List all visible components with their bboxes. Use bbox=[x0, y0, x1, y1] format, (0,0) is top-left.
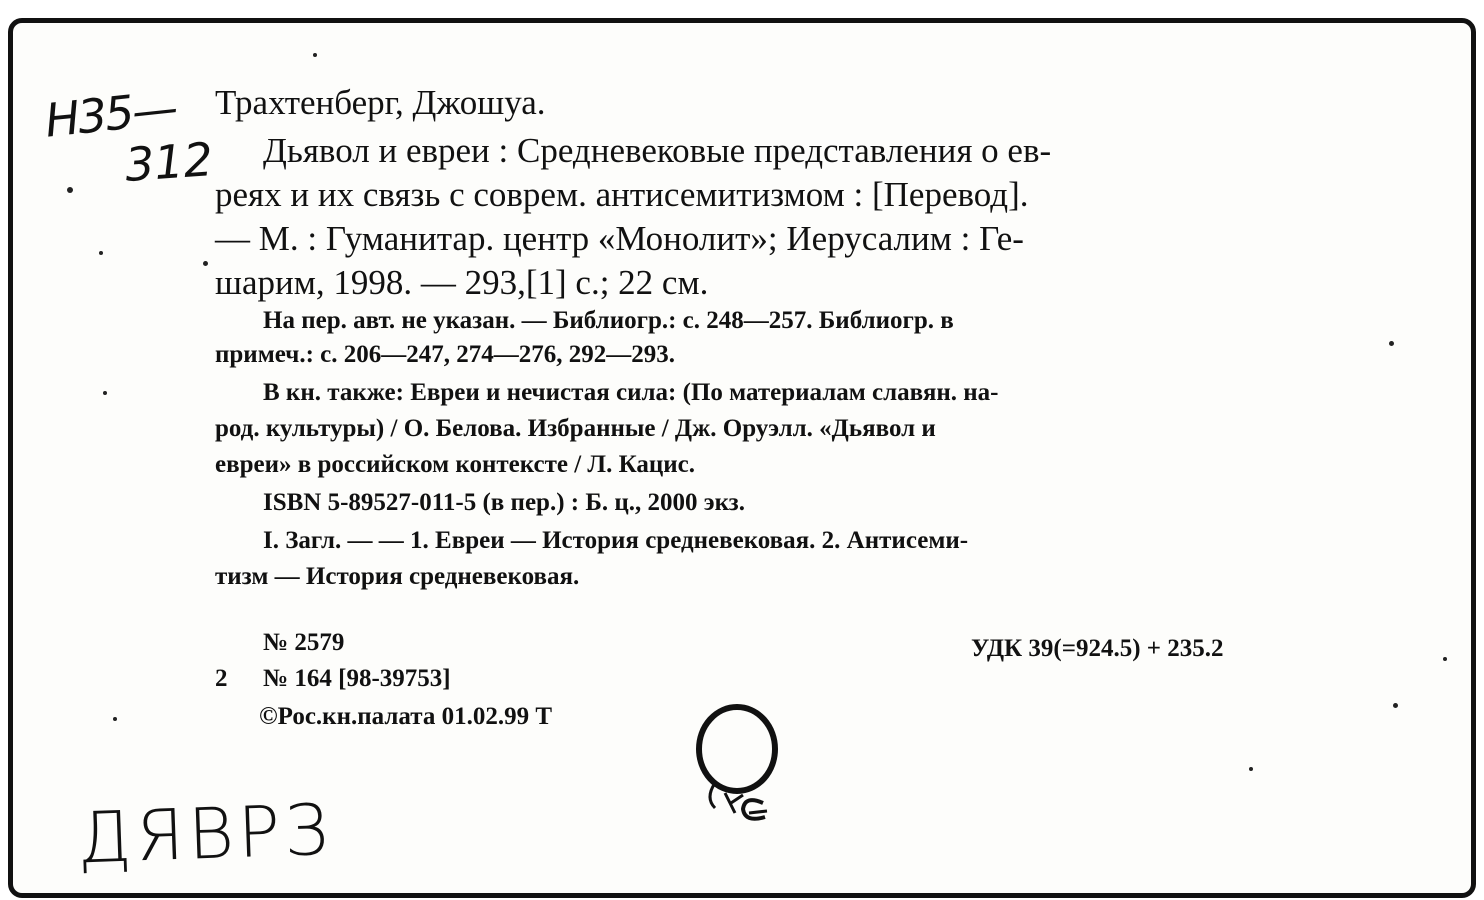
handwritten-shelf-number: 312 bbox=[123, 132, 215, 192]
contents-line: евреи» в российском контексте / Л. Кацис. bbox=[215, 451, 696, 478]
subject-line: I. Загл. — — 1. Евреи — История средневековая. 2. Антисеми- bbox=[263, 527, 969, 554]
print-speck bbox=[113, 717, 117, 721]
author-heading: Трахтенберг, Джошуа. bbox=[215, 83, 546, 122]
print-speck bbox=[1389, 341, 1394, 346]
title-line: реях и их связь с соврем. антисемитизмом : [Перевод]. bbox=[215, 175, 1029, 214]
stamp-mark bbox=[685, 703, 785, 843]
note-line: примеч.: с. 206—247, 274—276, 292—293. bbox=[215, 341, 675, 368]
copies-count: 2 bbox=[215, 665, 228, 692]
print-speck bbox=[103, 391, 107, 395]
contents-line: род. культуры) / О. Белова. Избранные / Дж. Оруэлл. «Дьявол и bbox=[215, 415, 936, 442]
print-speck bbox=[67, 187, 73, 193]
print-speck bbox=[313, 53, 317, 57]
card-number: № 2579 bbox=[263, 629, 345, 656]
print-speck bbox=[203, 261, 208, 266]
contents-line: В кн. также: Евреи и нечистая сила: (По материалам славян. на- bbox=[263, 379, 999, 406]
print-speck bbox=[1393, 703, 1398, 708]
print-speck bbox=[99, 251, 103, 255]
title-line: шарим, 1998. — 293,[1] с.; 22 см. bbox=[215, 263, 709, 302]
subject-line: тизм — История средневековая. bbox=[215, 563, 580, 590]
book-chamber-line: ©Рос.кн.палата 01.02.99 Т bbox=[259, 703, 552, 730]
handwritten-code: ДЯВРЗ bbox=[75, 788, 334, 880]
print-speck bbox=[1249, 767, 1253, 771]
isbn-line: ISBN 5-89527-011-5 (в пер.) : Б. ц., 2000 экз. bbox=[263, 489, 745, 516]
print-speck bbox=[1443, 657, 1447, 661]
udk-code: УДК 39(=924.5) + 235.2 bbox=[971, 635, 1224, 662]
title-line: Дьявол и евреи : Средневековые представления о ев- bbox=[263, 131, 1052, 170]
record-number: № 164 [98-39753] bbox=[263, 665, 451, 692]
handwritten-shelf-mark: Н35— bbox=[42, 80, 179, 148]
note-line: На пер. авт. не указан. — Библиогр.: с. 248—257. Библиогр. в bbox=[263, 307, 954, 334]
title-line: — М. : Гуманитар. центр «Монолит»; Иерусалим : Ге- bbox=[215, 219, 1024, 258]
catalog-card bbox=[8, 18, 1476, 898]
